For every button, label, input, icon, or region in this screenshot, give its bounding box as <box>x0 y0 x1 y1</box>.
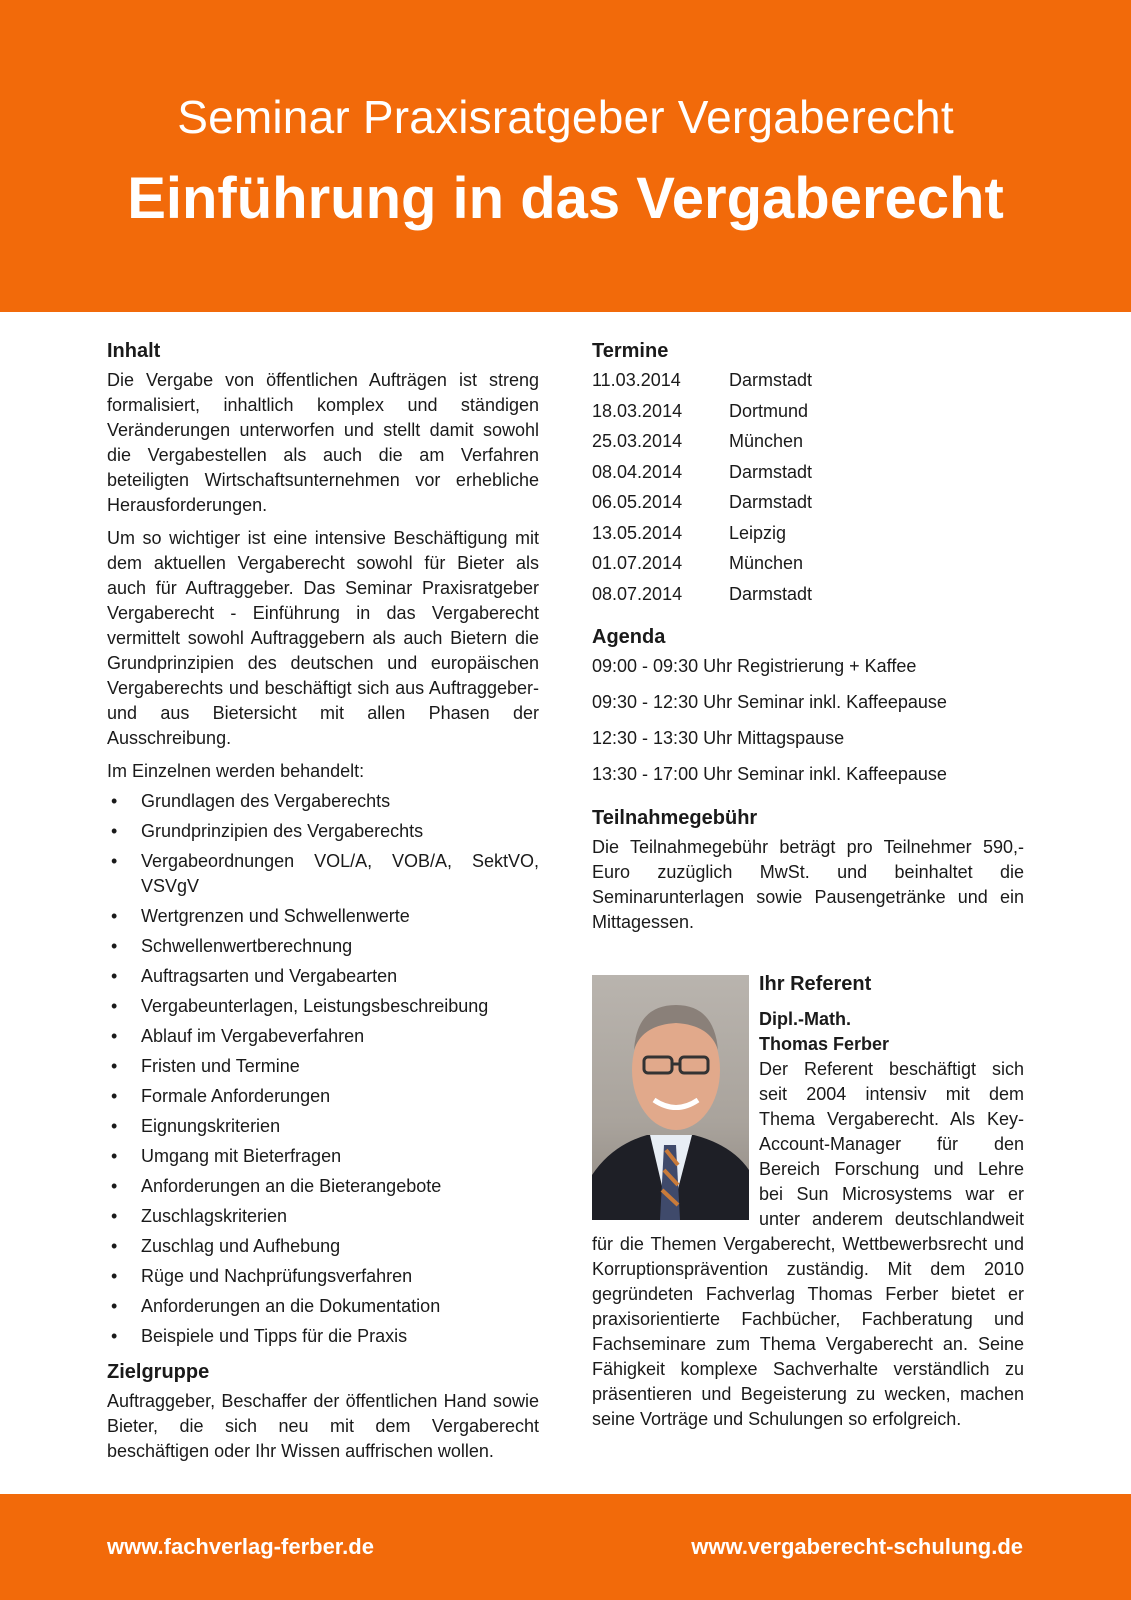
list-item: • Auftragsarten und Vergabearten <box>107 964 539 989</box>
termin-city: Leipzig <box>729 522 787 543</box>
agenda-heading: Agenda <box>592 626 666 648</box>
termin-city: Darmstadt <box>729 370 813 390</box>
table-row <box>592 399 812 430</box>
table-row <box>592 368 812 399</box>
termin-city: München <box>729 553 804 573</box>
list-item: • Ablauf im Vergabeverfahren <box>107 1024 539 1049</box>
termin-city: Darmstadt <box>729 492 813 512</box>
list-item: • Zuschlag und Aufhebung <box>107 1234 539 1259</box>
termin-date: 13.05.2014 <box>592 522 683 543</box>
portrait-image <box>592 975 749 1220</box>
referent-heading: Ihr Referent <box>759 973 872 995</box>
referent-photo <box>592 975 749 1220</box>
list-item: • Vergabeordnungen VOL/A, VOB/A, SektVO, VSVgV <box>107 849 539 899</box>
termin-date: 18.03.2014 <box>592 400 683 421</box>
termin-city: Dortmund <box>729 400 809 421</box>
gebuehr-heading: Teilnahmegebühr <box>592 807 758 829</box>
termin-city: Darmstadt <box>729 583 813 604</box>
topic-list <box>107 789 539 1349</box>
inhalt-paragraph-1: Die Vergabe von öffentlichen Aufträgen ist streng formalisiert, inhaltlich komplex und ständigen Veränderungen unterworfen und stellt damit sowohl die Vergabestellen als auch die am Verfahren beteiligten Wirtschaftsunternehmen vor erhebliche Herausforderungen. <box>107 370 539 515</box>
zielgruppe-text: Auftraggeber, Beschaffer der öffentlichen Hand sowie Bieter, die sich neu mit dem Vergaberecht beschäftigen oder Ihr Wissen auffrischen wollen. <box>107 1391 539 1461</box>
list-item: • Fristen und Termine <box>107 1054 539 1079</box>
referent-text: Der Referent beschäftigt sich seit 2004 intensiv mit dem Thema Vergaberecht. Als Key-Account-Manager für den Bereich Forschung und Lehre bei Sun Microsystems war er unter anderem deutschlandweit für die Themen Vergaberecht, Wettbewerbsrecht und Korruptionsprävention zuständig. Mit dem 2010 gegründeten Fachverlag Thomas Ferber bietet er praxisorientierte Fachbücher, Fachberatung und Fachseminare zum Thema Vergaberecht an. Seine Fähigkeit komplexe Sachverhalte verständlich zu präsentieren und Begeisterung zu wecken, machen seine Vorträge und Schulungen so erfolgreich. <box>592 1059 1024 1429</box>
referent-section <box>592 971 1024 1432</box>
table-row <box>592 490 812 521</box>
list-item: • Rüge und Nachprüfungsverfahren <box>107 1264 539 1289</box>
termin-date: 11.03.2014 <box>592 370 681 390</box>
page-title: Einführung in das Vergaberecht <box>127 166 1004 231</box>
list-item: • Schwellenwertberechnung <box>107 934 539 959</box>
list-item: • Formale Anforderungen <box>107 1084 539 1109</box>
termine-heading: Termine <box>592 340 669 362</box>
footer-link-fachverlag[interactable]: www.fachverlag-ferber.de <box>107 1534 374 1559</box>
table-row <box>592 460 812 491</box>
inhalt-paragraph-3: Im Einzelnen werden behandelt: <box>107 761 365 781</box>
table-row <box>592 551 812 582</box>
termin-date: 25.03.2014 <box>592 431 683 451</box>
termin-date: 08.07.2014 <box>592 583 683 604</box>
agenda-item: 12:30 - 13:30 Uhr Mittagspause <box>592 728 845 748</box>
agenda-item: 09:00 - 09:30 Uhr Registrierung + Kaffee <box>592 656 917 676</box>
list-item: • Zuschlagskriterien <box>107 1204 539 1229</box>
list-item: • Anforderungen an die Bieterangebote <box>107 1174 539 1199</box>
list-item: • Anforderungen an die Dokumentation <box>107 1294 539 1319</box>
footer-link-schulung[interactable]: www.vergaberecht-schulung.de <box>691 1534 1023 1559</box>
agenda-item: 13:30 - 17:00 Uhr Seminar inkl. Kaffeepause <box>592 764 947 784</box>
footer-banner <box>0 1494 1131 1600</box>
right-column <box>592 338 1024 1432</box>
table-row <box>592 582 812 613</box>
gebuehr-text: Die Teilnahmegebühr beträgt pro Teilnehmer 590,- Euro zuzüglich MwSt. und beinhaltet die Seminarunterlagen sowie Pausengetränke und ein Mittagessen. <box>592 837 1024 932</box>
inhalt-paragraph-2: Um so wichtiger ist eine intensive Beschäftigung mit dem aktuellen Vergaberecht sowohl für Bieter als auch für Auftraggeber. Das Seminar Praxisratgeber Vergaberecht - Einführung in das Vergaberecht vermittelt sowohl Auftraggebern als auch Bietern die Grundprinzipien des deutschen und europäischen Vergaberechts und beschäftigt sich aus Auftraggeber- und aus Bietersicht mit allen Phasen der Ausschreibung. <box>107 528 539 748</box>
list-item: • Grundlagen des Vergaberechts <box>107 789 539 814</box>
table-row <box>592 521 812 552</box>
list-item: • Wertgrenzen und Schwellenwerte <box>107 904 539 929</box>
referent-name: Thomas Ferber <box>759 1034 890 1054</box>
header-banner <box>0 0 1131 312</box>
list-item: • Beispiele und Tipps für die Praxis <box>107 1324 539 1349</box>
referent-title: Dipl.-Math. <box>759 1009 851 1029</box>
list-item: • Vergabeunterlagen, Leistungsbeschreibung <box>107 994 539 1019</box>
left-column <box>107 338 539 1472</box>
header-subtitle: Seminar Praxisratgeber Vergaberecht <box>177 91 954 143</box>
termin-date: 06.05.2014 <box>592 492 683 512</box>
termin-city: Darmstadt <box>729 461 813 482</box>
termin-city: München <box>729 431 804 451</box>
termin-date: 01.07.2014 <box>592 553 683 573</box>
table-row <box>592 429 812 460</box>
inhalt-heading: Inhalt <box>107 340 161 362</box>
agenda-item: 09:30 - 12:30 Uhr Seminar inkl. Kaffeepause <box>592 692 947 712</box>
list-item: • Eignungskriterien <box>107 1114 539 1139</box>
list-item: • Grundprinzipien des Vergaberechts <box>107 819 539 844</box>
termin-date: 08.04.2014 <box>592 461 683 482</box>
list-item: • Umgang mit Bieterfragen <box>107 1144 539 1169</box>
zielgruppe-heading: Zielgruppe <box>107 1361 210 1383</box>
termine-table <box>592 368 812 612</box>
